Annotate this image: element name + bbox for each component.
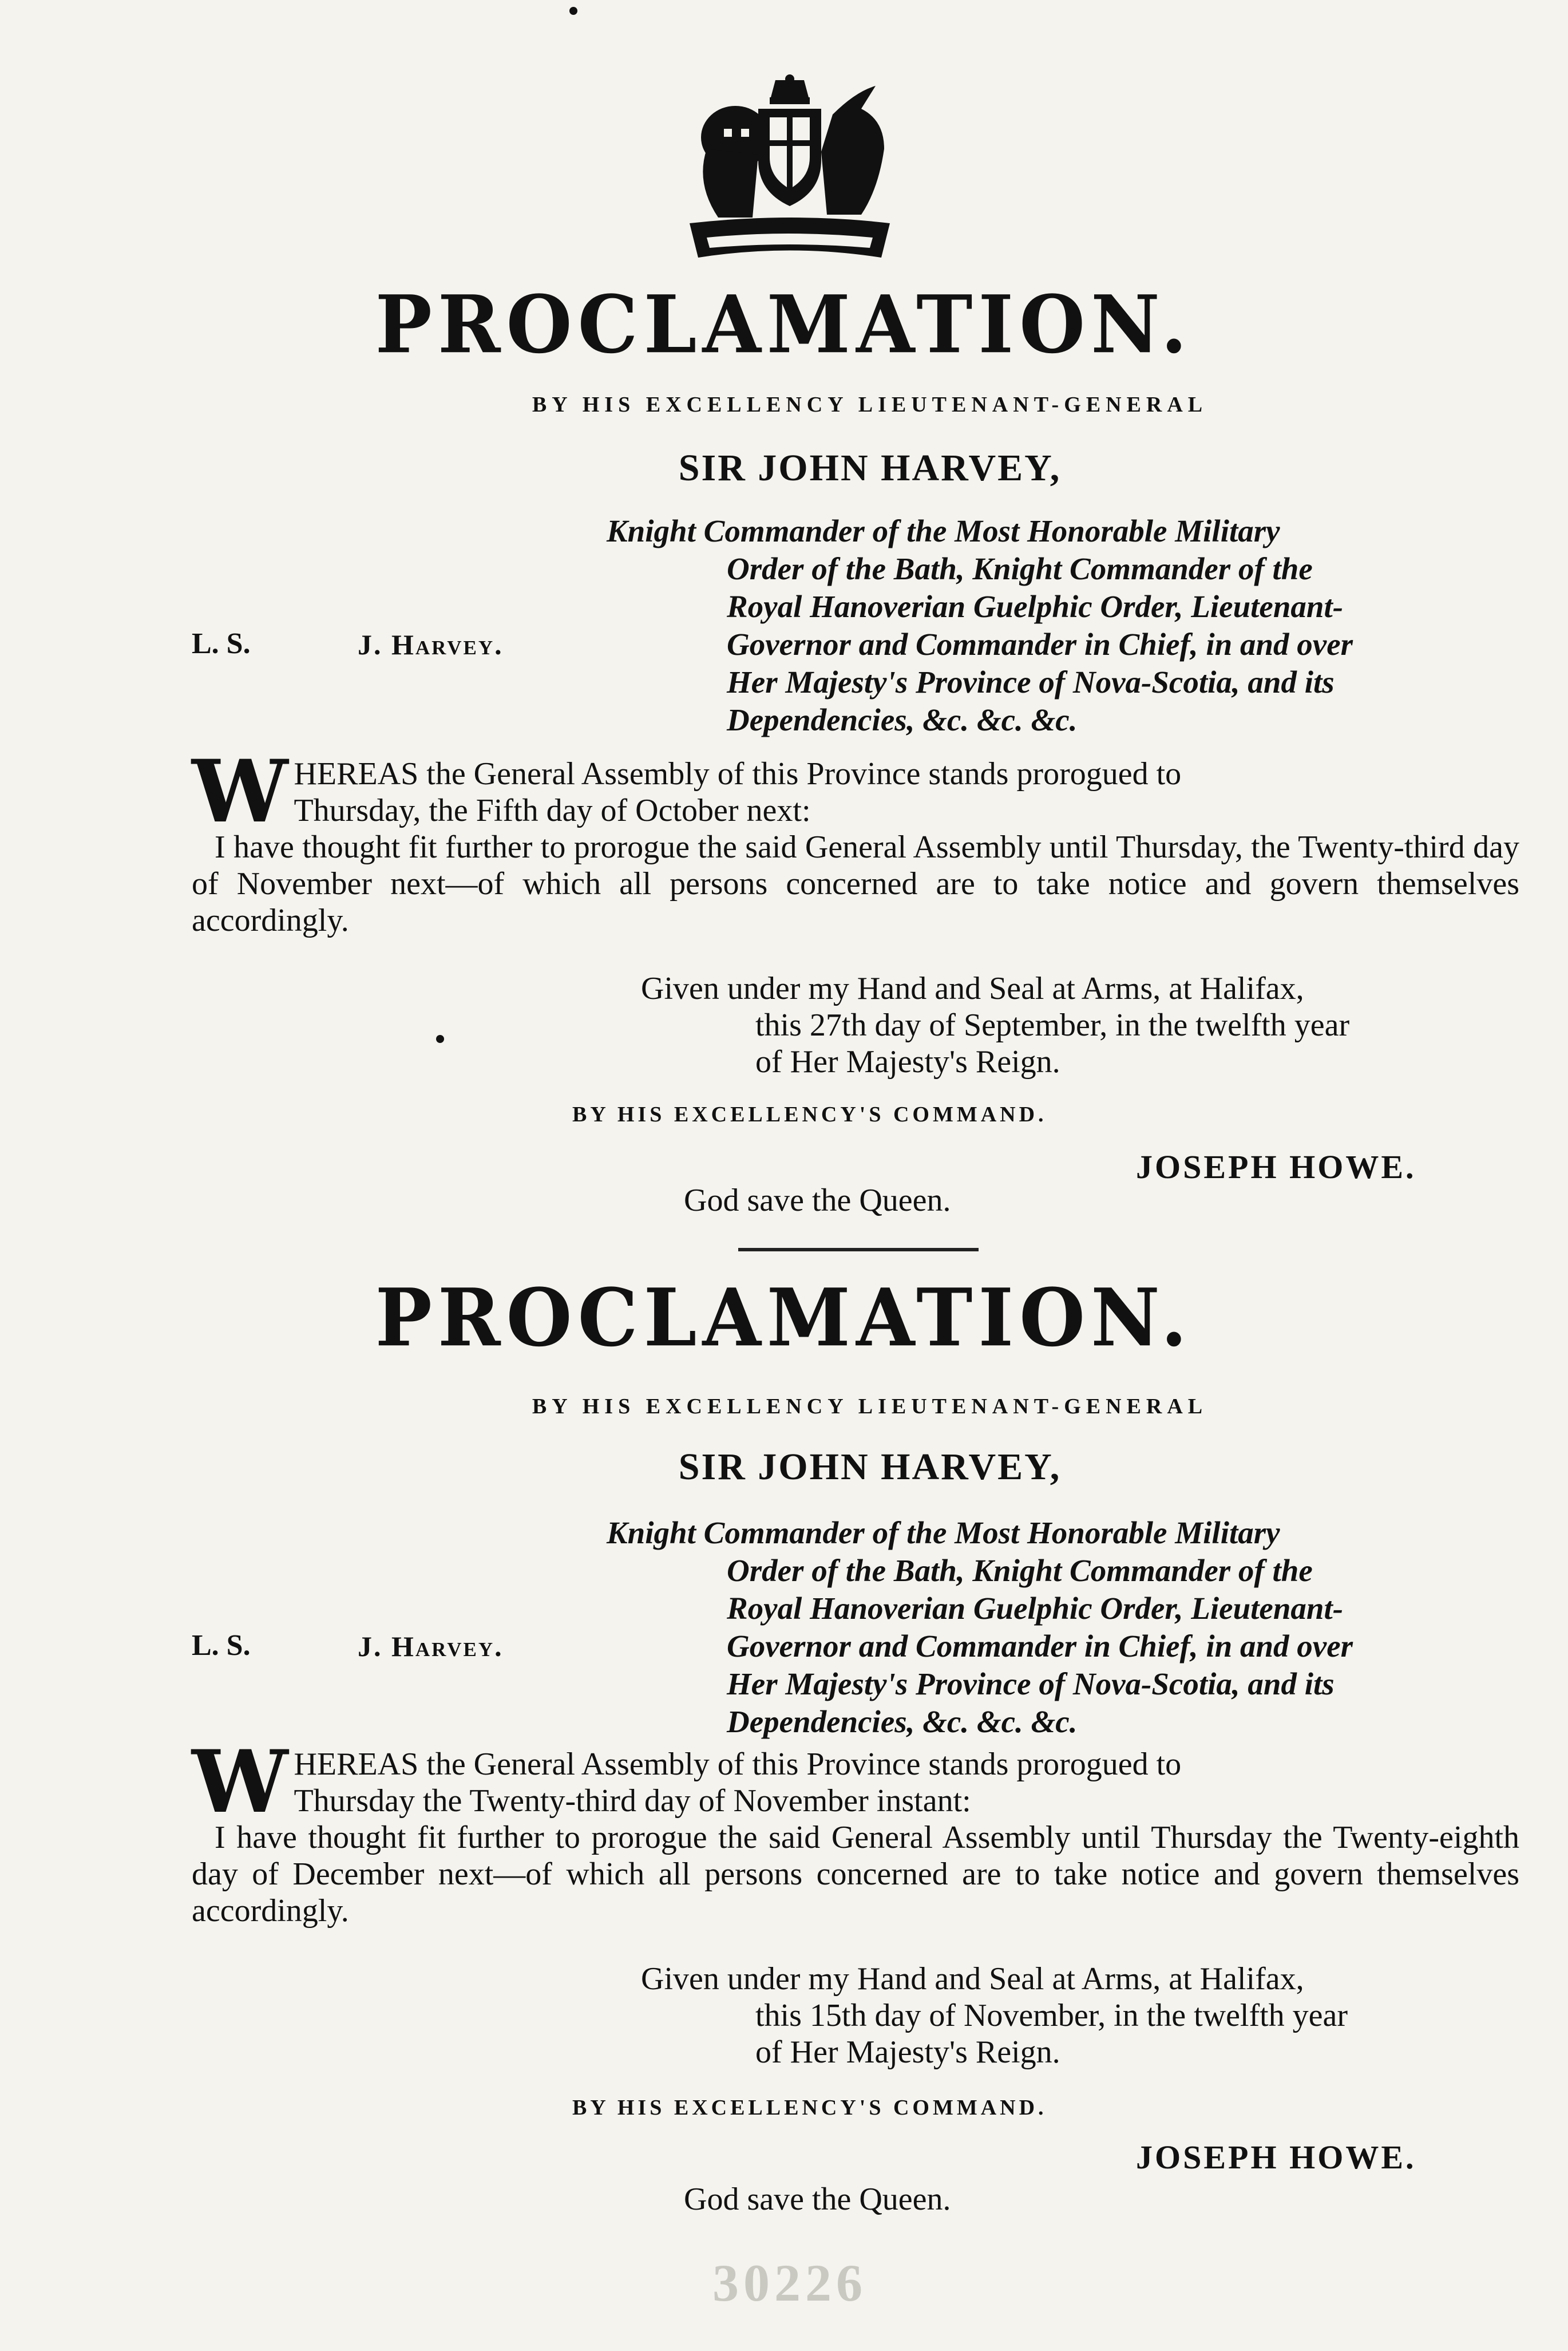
faded-library-stamp: 30226 (712, 2254, 867, 2312)
governor-signature: J. Harvey. (358, 629, 504, 661)
titles-line: Dependencies, &c. &c. &c. (727, 702, 1078, 737)
ink-speck (436, 1035, 444, 1043)
whereas-paragraph (192, 1732, 1519, 1929)
titles-line: Her Majesty's Province of Nova-Scotia, and its (727, 1666, 1335, 1701)
governor-titles (607, 512, 1522, 739)
titles-line: Her Majesty's Province of Nova-Scotia, and its (727, 665, 1335, 700)
governor-titles (607, 1514, 1522, 1741)
titles-line: Order of the Bath, Knight Commander of the (727, 551, 1313, 586)
section-divider (738, 1248, 979, 1251)
secretary-name: JOSEPH HOWE. (1136, 1148, 1416, 1186)
drop-capital: W (192, 1732, 288, 1832)
god-save-the-queen: God save the Queen. (684, 2182, 951, 2217)
given-line: this 27th day of September, in the twelfth year (755, 1007, 1350, 1043)
prorogue-text: I have thought fit further to prorogue the said General Assembly until Thursday the Twenty-eighth day of December next—of which all persons concerned are to take notice and govern themselves accordingly. (192, 1820, 1519, 1929)
ink-speck (569, 7, 577, 15)
given-line: Given under my Hand and Seal at Arms, at Halifax, (641, 971, 1304, 1006)
governor-signature: J. Harvey. (358, 1630, 504, 1662)
titles-line: Dependencies, &c. &c. &c. (727, 1704, 1078, 1739)
god-save-the-queen: God save the Queen. (684, 1183, 951, 1218)
prorogue-text: I have thought fit further to prorogue the said General Assembly until Thursday, the Twenty-third day of November next—of which all persons concerned are to take notice and govern themselves accordingly. (192, 829, 1519, 938)
proclamation-title: PROCLAMATION. (375, 1271, 1193, 1365)
titles-line: Royal Hanoverian Guelphic Order, Lieutenant- (727, 1591, 1344, 1626)
seal-mark: L. S. (192, 1629, 251, 1662)
titles-line: Governor and Commander in Chief, in and over (727, 627, 1353, 662)
whereas-paragraph (192, 741, 1519, 939)
titles-line: Knight Commander of the Most Honorable Military (607, 513, 1280, 548)
command-line: BY HIS EXCELLENCY'S COMMAND. (572, 1103, 1047, 1127)
seal-mark: L. S. (192, 627, 251, 660)
titles-line: Knight Commander of the Most Honorable Military (607, 1515, 1280, 1550)
byline: BY HIS EXCELLENCY LIEUTENANT-GENERAL (532, 1394, 1208, 1418)
given-line: this 15th day of November, in the twelfth year (755, 1998, 1348, 2033)
given-line: of Her Majesty's Reign. (755, 1044, 1060, 1080)
given-line: Given under my Hand and Seal at Arms, at Halifax, (641, 1961, 1304, 1997)
whereas-line: HEREAS the General Assembly of this Province stands prorogued to (294, 1747, 1182, 1782)
governor-name: SIR JOHN HARVEY, (678, 1446, 1062, 1488)
royal-coat-of-arms-icon (684, 74, 896, 263)
whereas-line: Thursday, the Fifth day of October next: (294, 793, 811, 828)
given-clause (641, 970, 1522, 1080)
governor-name: SIR JOHN HARVEY, (678, 447, 1062, 489)
whereas-line: HEREAS the General Assembly of this Province stands prorogued to (294, 756, 1182, 792)
proclamation-title: PROCLAMATION. (375, 278, 1193, 372)
drop-capital: W (192, 741, 288, 842)
titles-line: Governor and Commander in Chief, in and over (727, 1629, 1353, 1664)
given-line: of Her Majesty's Reign. (755, 2034, 1060, 2070)
whereas-line: Thursday the Twenty-third day of November instant: (294, 1783, 971, 1819)
titles-line: Order of the Bath, Knight Commander of the (727, 1553, 1313, 1588)
titles-line: Royal Hanoverian Guelphic Order, Lieutenant- (727, 589, 1344, 624)
secretary-name: JOSEPH HOWE. (1136, 2139, 1416, 2176)
given-clause (641, 1961, 1522, 2071)
byline: BY HIS EXCELLENCY LIEUTENANT-GENERAL (532, 393, 1208, 417)
command-line: BY HIS EXCELLENCY'S COMMAND. (572, 2096, 1047, 2120)
